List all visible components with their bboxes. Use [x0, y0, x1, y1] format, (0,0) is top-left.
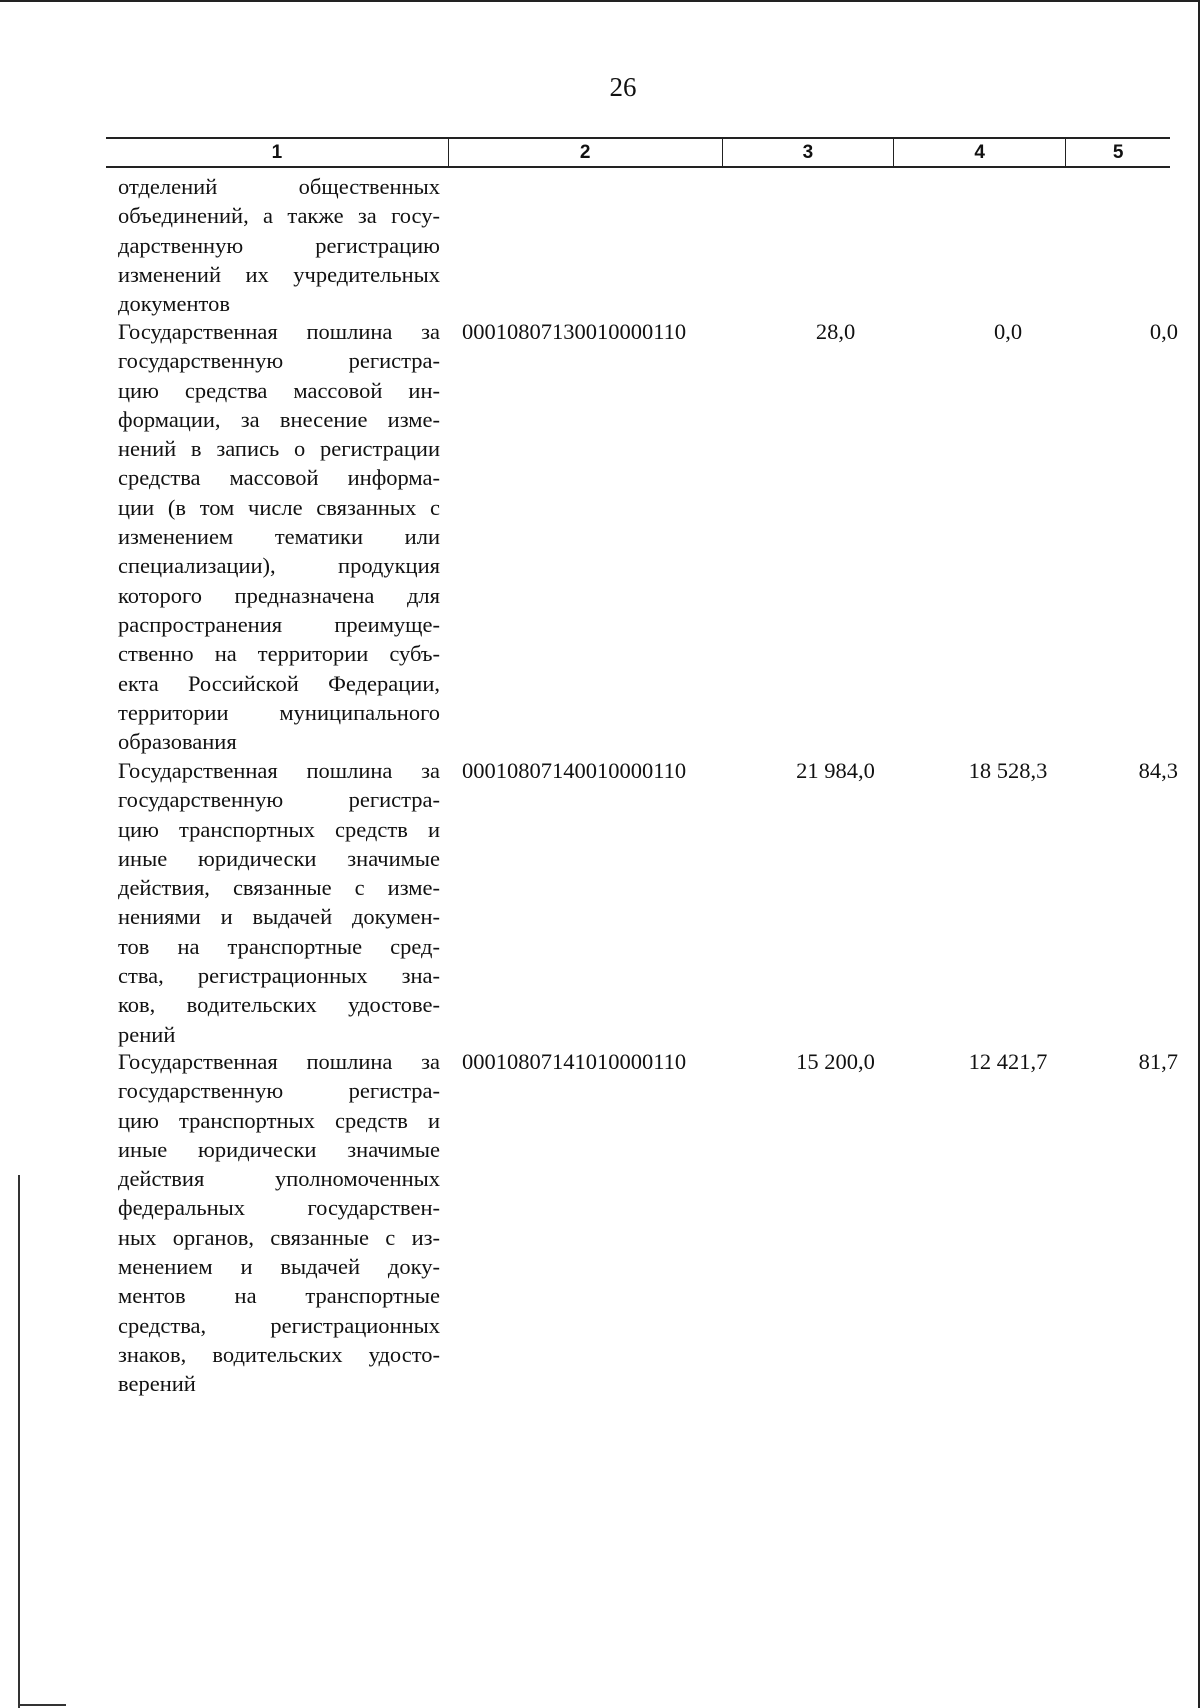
description-line: нений в запись о регистрации — [118, 436, 440, 462]
description-line: Государственная пошлина за — [118, 1049, 440, 1074]
scan-edge-bottom — [18, 1704, 66, 1706]
description-line: верений — [118, 1371, 196, 1397]
description-line: рений — [118, 1021, 176, 1047]
description-line: отделений общественных — [118, 174, 440, 199]
description-line: ных органов, связанные с из- — [118, 1224, 440, 1250]
description-line: нениями и выдачей докумен- — [118, 904, 440, 930]
description-line: федеральных государствен- — [118, 1195, 440, 1221]
description-line: документов — [118, 291, 230, 317]
row-description — [118, 317, 440, 756]
description-line: иные юридически значимые — [118, 845, 440, 871]
scan-edge-left — [18, 1175, 20, 1708]
description-line: специализации), продукция — [118, 553, 440, 579]
description-line: тов на транспортные сред- — [118, 933, 440, 959]
description-line: ции (в том числе связанных с — [118, 494, 440, 520]
description-line: екта Российской Федерации, — [118, 670, 440, 696]
column-header-2: 2 — [448, 139, 722, 166]
row-code: 00010807140010000110 — [462, 758, 687, 783]
description-line: ментов на транспортные — [118, 1283, 440, 1309]
column-header-4: 4 — [893, 139, 1065, 166]
row-description — [118, 1047, 440, 1399]
description-line: государственную регистра- — [118, 787, 440, 813]
row-col5: 0,0 — [1149, 319, 1178, 344]
page-number: 26 — [609, 72, 637, 102]
row-col4: 18 528,3 — [968, 758, 1048, 783]
column-header-3: 3 — [722, 139, 893, 166]
description-line: ственно на территории субъ- — [118, 641, 440, 667]
description-line: средства массовой информа- — [118, 465, 440, 491]
description-line: дарственную регистрацию — [118, 232, 440, 258]
row-col3: 15 200,0 — [796, 1049, 875, 1074]
row-col5: 84,3 — [1138, 758, 1178, 783]
row-code: 00010807130010000110 — [462, 319, 687, 344]
table-header — [106, 137, 1170, 168]
row-col3: 28,0 — [815, 319, 856, 344]
description-line: цию транспортных средств и — [118, 816, 440, 842]
row-col5: 81,7 — [1138, 1049, 1178, 1074]
description-line: иные юридически значимые — [118, 1136, 440, 1162]
row-col3: 21 984,0 — [796, 758, 875, 783]
row-code: 00010807141010000110 — [462, 1049, 687, 1074]
description-line: распространения преимуще- — [118, 611, 440, 637]
description-line: действия, связанные с изме- — [118, 875, 440, 901]
row-col4: 12 421,7 — [968, 1049, 1048, 1074]
description-line: действия уполномоченных — [118, 1166, 440, 1192]
column-header-5: 5 — [1065, 139, 1170, 166]
description-line: менением и выдачей доку- — [118, 1254, 440, 1280]
column-header-1: 1 — [271, 141, 283, 163]
description-line: средства, регистрационных — [118, 1312, 440, 1338]
description-line: территории муниципального — [118, 699, 440, 725]
description-line: Государственная пошлина за — [118, 758, 440, 783]
description-line: изменением тематики или — [118, 524, 440, 550]
description-line: цию средства массовой ин- — [118, 377, 440, 403]
description-line: государственную регистра- — [118, 348, 440, 374]
description-line: государственную регистра- — [118, 1078, 440, 1104]
row-col4: 0,0 — [993, 319, 1023, 344]
description-line: ков, водительских удостове- — [118, 992, 440, 1018]
description-line: ства, регистрационных зна- — [118, 963, 440, 989]
description-line: объединений, а также за госу- — [118, 203, 440, 229]
description-line: образования — [118, 729, 237, 755]
row-description — [118, 172, 440, 318]
description-line: формации, за внесение изме- — [118, 406, 440, 432]
description-line: которого предназначена для — [118, 582, 440, 608]
description-line: Государственная пошлина за — [118, 319, 440, 344]
description-line: цию транспортных средств и — [118, 1107, 440, 1133]
description-line: знаков, водительских удосто- — [118, 1341, 440, 1367]
row-description — [118, 756, 440, 1049]
description-line: изменений их учредительных — [118, 261, 440, 287]
